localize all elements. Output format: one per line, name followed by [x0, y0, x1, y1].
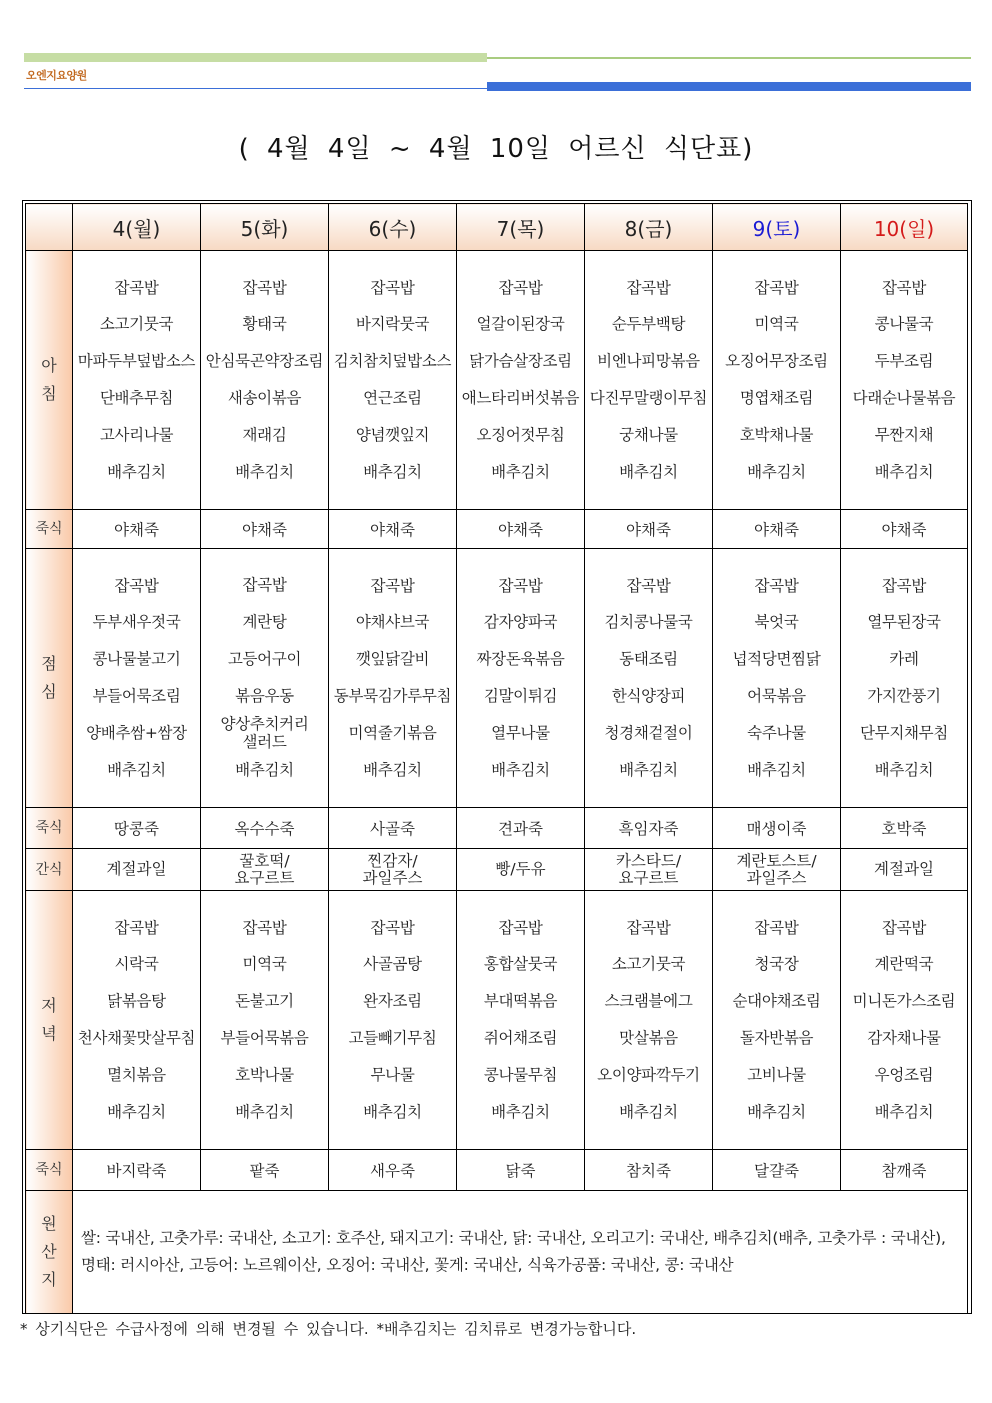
dish-item: 호박나물 [235, 1065, 294, 1084]
day-header: 8(금) [585, 204, 713, 251]
lunch-cell [73, 549, 201, 808]
dish-item: 배추김치 [874, 462, 934, 481]
dish-item: 배추김치 [491, 1102, 550, 1121]
dish-item: 미역국 [754, 315, 799, 334]
dish-item: 두부새우젓국 [92, 613, 181, 632]
dish-item: 멸치볶음 [107, 1065, 166, 1084]
snack-label: 간식 [26, 849, 73, 891]
dish-item: 부대떡볶음 [483, 992, 558, 1011]
dish-item: 황태국 [242, 315, 287, 334]
snack-cell: 찐감자/ 과일주스 [329, 849, 457, 891]
dish-item: 잡곡밥 [626, 918, 671, 937]
breakfast-cell [585, 251, 713, 510]
dish-item: 안심묵곤약장조림 [205, 352, 324, 371]
breakfast_porridge-cell: 야채죽 [201, 510, 329, 549]
breakfast_porridge-cell: 야채죽 [585, 510, 713, 549]
dish-item: 동태조림 [619, 650, 678, 669]
dinner_porridge-cell: 참치죽 [585, 1150, 713, 1191]
lunch-cell [841, 549, 968, 808]
dish-item: 단배추무침 [99, 389, 174, 407]
dish-item: 감자채나물 [867, 1029, 941, 1047]
lunch_porridge-cell: 땅콩죽 [73, 808, 201, 849]
dish-item: 김치참치덮밥소스 [333, 352, 452, 371]
dish-item: 잡곡밥 [626, 576, 671, 595]
dish-item: 잡곡밥 [242, 278, 287, 297]
dish-item: 양념깻잎지 [355, 425, 430, 444]
dinner_porridge-cell: 닭죽 [457, 1150, 585, 1191]
dish-item: 양상추치커리 샐러드 [220, 715, 309, 752]
dish-item: 배추김치 [619, 760, 678, 779]
dinner_porridge-cell: 팥죽 [201, 1150, 329, 1191]
dinner-label: 저 녁 [26, 891, 73, 1150]
dish-item: 소고기뭇국 [99, 315, 174, 334]
dish-item: 오징어젓무침 [476, 425, 565, 444]
dish-item: 잡곡밥 [370, 918, 415, 937]
page-title: ( 4월 4일 ~ 4월 10일 어르신 식단표) [238, 134, 754, 164]
dish-item: 열무나물 [491, 723, 550, 742]
lunch-cell [457, 549, 585, 808]
dish-item: 미역국 [242, 955, 287, 974]
day-header: 6(수) [329, 204, 457, 251]
dish-item: 넙적당면찜닭 [732, 650, 821, 669]
dish-item: 잡곡밥 [754, 278, 799, 297]
dish-item: 배추김치 [363, 760, 422, 779]
dish-item: 잡곡밥 [242, 576, 287, 595]
dish-item: 다래순나물볶음 [852, 389, 956, 407]
dish-item: 배추김치 [491, 760, 550, 779]
dish-item: 동부묵김가루무침 [333, 687, 452, 705]
dish-item: 잡곡밥 [114, 576, 159, 595]
origin-row [26, 1191, 968, 1314]
dish-item: 사골곰탕 [363, 955, 422, 974]
dish-item: 홍합살뭇국 [483, 955, 558, 974]
breakfast_porridge-row [26, 510, 968, 549]
dish-item: 한식양장피 [611, 687, 686, 705]
dish-item: 바지락뭇국 [355, 315, 430, 334]
dinner_porridge-cell: 새우죽 [329, 1150, 457, 1191]
dish-item: 무짠지채 [874, 425, 934, 444]
day-header: 9(토) [713, 204, 841, 251]
dish-item: 애느타리버섯볶음 [461, 389, 580, 407]
breakfast-cell [841, 251, 968, 510]
lunch_porridge-cell: 호박죽 [841, 808, 968, 849]
dish-item: 계란탕 [242, 612, 287, 631]
day-header-row [26, 204, 968, 251]
lunch-cell [713, 549, 841, 808]
breakfast-cell [73, 251, 201, 510]
lunch-cell [201, 549, 329, 808]
day-header: 5(화) [201, 204, 329, 251]
dinner_porridge-cell: 달걀죽 [713, 1150, 841, 1191]
dish-item: 잡곡밥 [498, 918, 543, 937]
dish-item: 연근조림 [363, 389, 422, 407]
dish-item: 배추김치 [491, 462, 550, 481]
breakfast-cell [329, 251, 457, 510]
dish-item: 배추김치 [619, 1102, 678, 1121]
dish-item: 단무지채무침 [859, 723, 949, 742]
dinner-cell [201, 891, 329, 1150]
day-header: 10(일) [841, 204, 968, 251]
breakfast_porridge-cell: 야채죽 [73, 510, 201, 549]
organization-name: 오엔지요양원 [26, 69, 87, 82]
dinner_porridge-cell: 참깨죽 [841, 1150, 968, 1191]
dish-item: 순두부백탕 [611, 315, 686, 334]
dish-item: 닭볶음탕 [107, 992, 166, 1011]
dinner_porridge-label: 죽식 [26, 1150, 73, 1191]
dish-item: 오이양파깍두기 [597, 1065, 700, 1084]
dish-item: 다진무말랭이무침 [589, 389, 708, 407]
dish-item: 김말이튀김 [483, 687, 558, 705]
dish-item: 쥐어채조림 [483, 1029, 558, 1047]
dinner_porridge-cell: 바지락죽 [73, 1150, 201, 1191]
dish-item: 잡곡밥 [114, 278, 159, 297]
snack-row [26, 849, 968, 891]
dish-item: 잡곡밥 [114, 918, 159, 937]
day-header: 7(목) [457, 204, 585, 251]
lunch-cell [585, 549, 713, 808]
lunch_porridge-label: 죽식 [26, 808, 73, 849]
dish-item: 순대야채조림 [732, 992, 821, 1011]
dish-item: 새송이볶음 [227, 389, 302, 407]
origin-label: 원 산 지 [26, 1191, 73, 1314]
dish-item: 잡곡밥 [498, 576, 543, 595]
day-header: 4(월) [73, 204, 201, 251]
dish-item: 천사채꽃맛살무침 [77, 1029, 196, 1047]
dish-item: 부들어묵볶음 [220, 1029, 309, 1047]
dish-item: 닭가슴살장조림 [469, 352, 572, 371]
dish-item: 부들어묵조림 [92, 687, 181, 705]
breakfast_porridge-cell: 야채죽 [713, 510, 841, 549]
dish-item: 배추김치 [107, 462, 166, 481]
snack-cell: 계절과일 [73, 849, 201, 891]
origin-text: 쌀: 국내산, 고춧가루: 국내산, 소고기: 호주산, 돼지고기: 국내산, 닭: 국내산, 오리고기: 국내산, 배추김치(배추, 고춧가루 : 국내산), 명태: 러시아산, 고등어: 노르웨이산, 오징어: 국내산, 꽃게: 국내산, 식육가공품: 국내산, 콩: 국내산 [73, 1191, 968, 1314]
snack-cell: 꿀호떡/ 요구르트 [201, 849, 329, 891]
dish-item: 고사리나물 [99, 425, 174, 444]
dish-item: 콩나물국 [874, 315, 934, 334]
dish-item: 돈불고기 [235, 992, 294, 1011]
lunch_porridge-cell: 사골죽 [329, 808, 457, 849]
breakfast_porridge-cell: 야채죽 [457, 510, 585, 549]
dish-item: 잡곡밥 [370, 576, 415, 595]
dish-item: 고등어구이 [227, 649, 302, 668]
dish-item: 배추김치 [619, 462, 678, 481]
dish-item: 배추김치 [235, 462, 294, 481]
dinner-cell [329, 891, 457, 1150]
breakfast-cell [457, 251, 585, 510]
dish-item: 재래김 [242, 425, 287, 444]
dish-item: 감자양파국 [483, 613, 558, 632]
dish-item: 배추김치 [747, 1102, 806, 1121]
dish-item: 오징어무장조림 [725, 352, 828, 371]
dinner-cell [841, 891, 968, 1150]
dish-item: 잡곡밥 [498, 278, 543, 297]
dish-item: 잡곡밥 [754, 576, 799, 595]
dinner-cell [713, 891, 841, 1150]
dish-item: 고들빼기무침 [348, 1029, 437, 1047]
dish-item: 열무된장국 [867, 613, 941, 632]
dish-item: 잡곡밥 [626, 278, 671, 297]
lunch_porridge-cell: 흑임자죽 [585, 808, 713, 849]
lunch_porridge-cell: 매생이죽 [713, 808, 841, 849]
dish-item: 잡곡밥 [881, 278, 927, 297]
dish-item: 깻잎닭갈비 [355, 650, 430, 669]
header-blue-bar [487, 82, 971, 91]
dish-item: 배추김치 [874, 760, 934, 779]
dish-item: 스크램블에그 [604, 992, 693, 1011]
dish-item: 양배추쌈+쌈장 [86, 723, 187, 742]
dish-item: 배추김치 [363, 462, 422, 481]
lunch-row [26, 549, 968, 808]
header-green-line [487, 57, 971, 59]
breakfast-label: 아 침 [26, 251, 73, 510]
lunch-label: 점 심 [26, 549, 73, 808]
lunch-cell [329, 549, 457, 808]
breakfast-cell [713, 251, 841, 510]
header-blue-line [24, 88, 487, 89]
dinner-row [26, 891, 968, 1150]
lunch_porridge-row [26, 808, 968, 849]
dish-item: 짜장돈육볶음 [476, 650, 565, 669]
dish-item: 김치콩나물국 [604, 613, 693, 632]
dish-item: 볶음우동 [235, 686, 294, 705]
dish-item: 잡곡밥 [370, 278, 415, 297]
snack-cell: 카스타드/ 요구르트 [585, 849, 713, 891]
dinner-cell [585, 891, 713, 1150]
dish-item: 얼갈이된장국 [476, 315, 565, 334]
dish-item: 청경채겉절이 [604, 723, 693, 742]
footnote: * 상기식단은 수급사정에 의해 변경될 수 있습니다. *배추김치는 김치류로 변경가능합니다. [20, 1320, 637, 1338]
dish-item: 비엔나피망볶음 [597, 352, 700, 371]
dish-item: 숙주나물 [747, 723, 806, 742]
dish-item: 잡곡밥 [881, 576, 927, 595]
dish-item: 북엇국 [754, 613, 799, 632]
dish-item: 우엉조림 [874, 1065, 934, 1084]
dish-item: 배추김치 [235, 1102, 294, 1121]
dish-item: 청국장 [754, 955, 799, 974]
lunch_porridge-cell: 옥수수죽 [201, 808, 329, 849]
dinner-cell [73, 891, 201, 1150]
dish-item: 호박채나물 [739, 425, 814, 444]
dish-item: 배추김치 [107, 1102, 166, 1121]
dish-item: 완자조림 [363, 992, 422, 1011]
dinner_porridge-row [26, 1150, 968, 1191]
dish-item: 무나물 [370, 1065, 415, 1084]
header-green-bar [24, 53, 487, 62]
breakfast-row [26, 251, 968, 510]
dish-item: 어묵볶음 [747, 687, 806, 705]
dish-item: 잡곡밥 [754, 918, 799, 937]
dish-item: 소고기뭇국 [611, 955, 686, 974]
dinner-cell [457, 891, 585, 1150]
dish-item: 잡곡밥 [242, 918, 287, 937]
dish-item: 시락국 [114, 955, 159, 974]
dish-item: 콩나물불고기 [92, 650, 181, 669]
dish-item: 배추김치 [107, 760, 166, 779]
dish-item: 잡곡밥 [881, 918, 927, 937]
dish-item: 미니돈가스조림 [852, 992, 956, 1011]
dish-item: 두부조림 [874, 352, 934, 371]
meal-plan-table [25, 203, 968, 1314]
dish-item: 배추김치 [235, 761, 294, 780]
dish-item: 콩나물무침 [483, 1065, 558, 1084]
dish-item: 배추김치 [747, 760, 806, 779]
corner-cell [26, 204, 73, 251]
dish-item: 궁채나물 [619, 425, 678, 444]
dish-item: 돌자반볶음 [739, 1029, 814, 1047]
dish-item: 명엽채조림 [739, 389, 814, 407]
dish-item: 맛살볶음 [619, 1029, 678, 1047]
dish-item: 카레 [889, 650, 919, 669]
dish-item: 야채샤브국 [355, 613, 430, 632]
breakfast-cell [201, 251, 329, 510]
dish-item: 계란떡국 [874, 955, 934, 974]
dish-item: 배추김치 [874, 1102, 934, 1121]
breakfast_porridge-cell: 야채죽 [841, 510, 968, 549]
dish-item: 고비나물 [747, 1065, 806, 1084]
dish-item: 마파두부덮밥소스 [77, 352, 196, 371]
dish-item: 미역줄기볶음 [348, 723, 437, 742]
snack-cell: 빵/두유 [457, 849, 585, 891]
dish-item: 배추김치 [747, 462, 806, 481]
dish-item: 배추김치 [363, 1102, 422, 1121]
dish-item: 가지깐풍기 [867, 687, 941, 705]
breakfast_porridge-cell: 야채죽 [329, 510, 457, 549]
lunch_porridge-cell: 견과죽 [457, 808, 585, 849]
breakfast_porridge-label: 죽식 [26, 510, 73, 549]
snack-cell: 계란토스트/ 과일주스 [713, 849, 841, 891]
snack-cell: 계절과일 [841, 849, 968, 891]
